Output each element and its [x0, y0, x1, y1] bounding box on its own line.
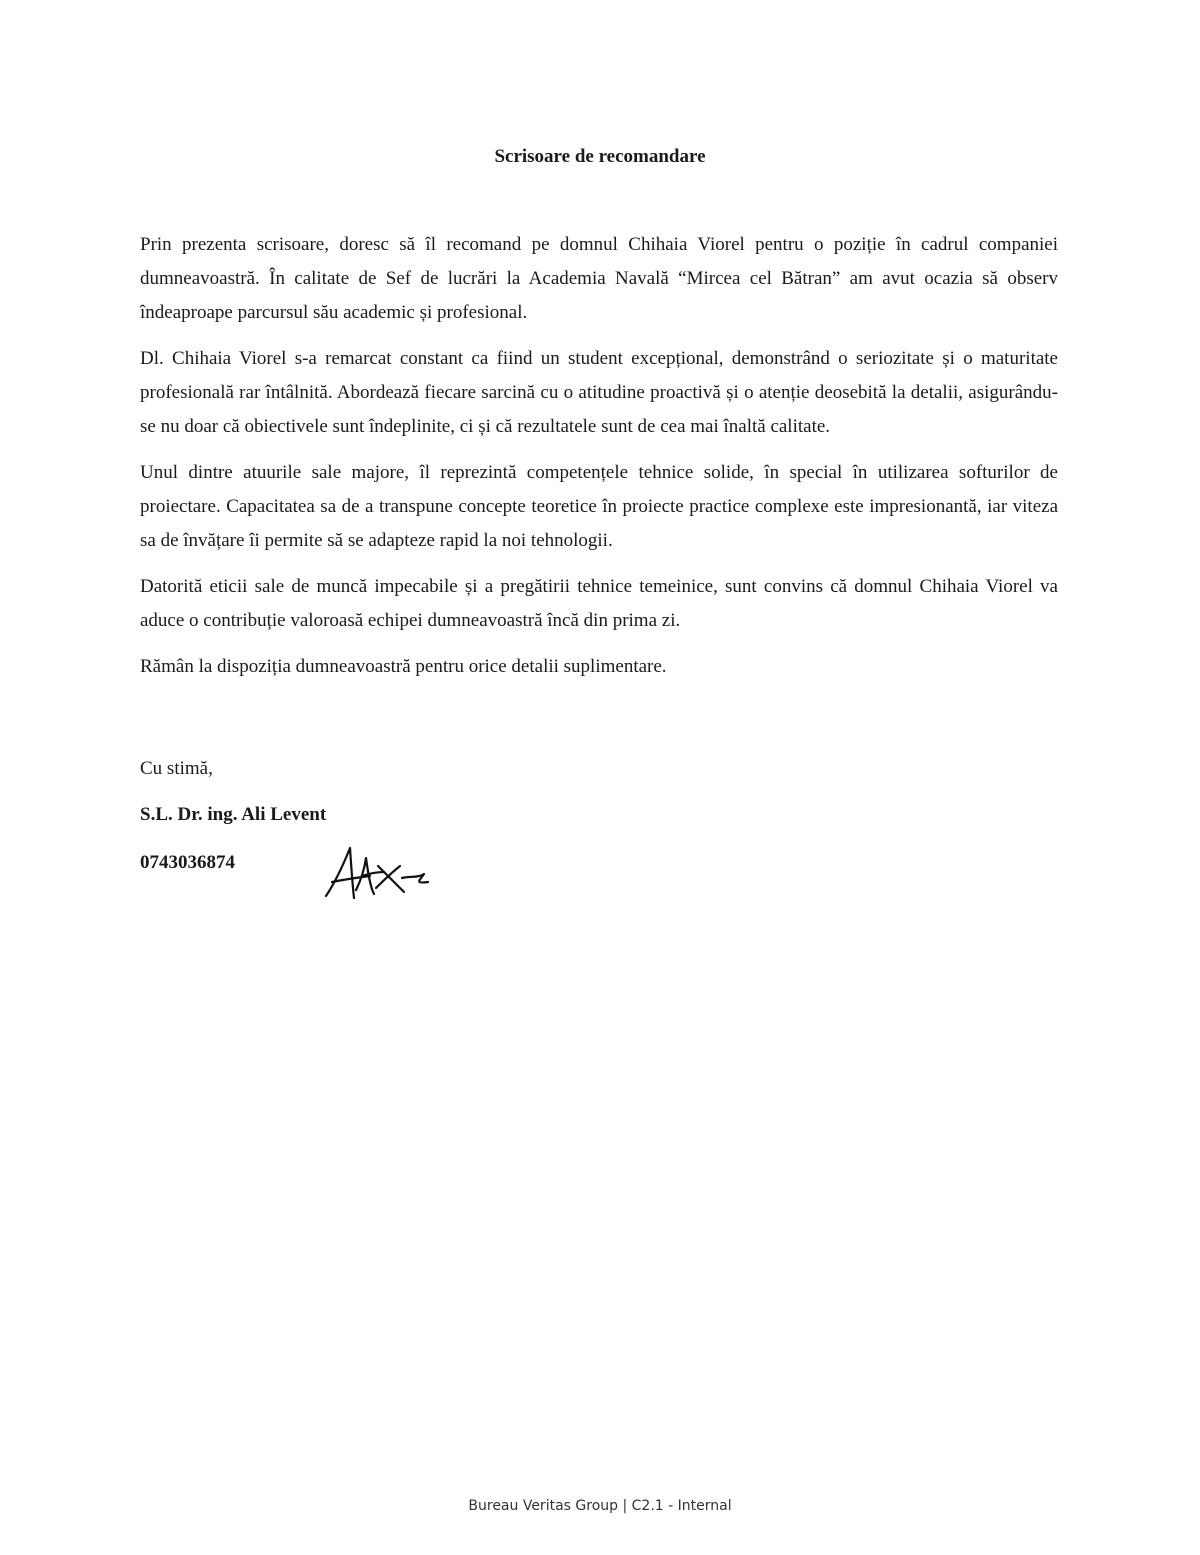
paragraph-character: Dl. Chihaia Viorel s-a remarcat constant ca fiind un student excepțional, demonstrând o seriozitate și o maturitate profesională rar întâlnită. Abordează fiecare sarcină cu o atitudine proactivă și o atenție deosebită la detalii, asigurându-se nu doar că obiectivele sunt îndeplinite, ci și că rezultatele sunt de cea mai înaltă calitate. — [140, 348, 1058, 437]
paragraph-skills: Unul dintre atuurile sale majore, îl reprezintă competențele tehnice solide, în special în utilizarea softurilor de proiectare. Capacitatea sa de a transpune concepte teoretice în proiecte practice complexe este impresionantă, iar viteza sa de învățare îi permite să se adapteze rapid la noi tehnologii. — [140, 462, 1058, 551]
signer-name: S.L. Dr. ing. Ali Levent — [140, 804, 327, 825]
paragraph-intro: Prin prezenta scrisoare, doresc să îl recomand pe domnul Chihaia Viorel pentru o poziție în cadrul companiei dumneavoastră. În calitate de Sef de lucrări la Academia Navală “Mircea cel Bătran” am avut ocazia să observ îndeaproape parcursul său academic și profesional. — [140, 234, 1058, 323]
signer-phone: 0743036874 — [140, 852, 235, 873]
paragraph-conclusion: Datorită eticii sale de muncă impecabile și a pregătirii tehnice temeinice, sunt convins că domnul Chihaia Viorel va aduce o contribuție valoroasă echipei dumneavoastră încă din prima zi. — [140, 576, 1058, 631]
letter-body — [140, 228, 1058, 696]
closing-salutation: Cu stimă, — [140, 758, 213, 779]
signature-icon — [318, 842, 438, 904]
footer-classification: Bureau Veritas Group | C2.1 - Internal — [468, 1498, 732, 1514]
letter-title: Scrisoare de recomandare — [494, 146, 706, 167]
paragraph-availability: Rămân la dispoziția dumneavoastră pentru orice detalii suplimentare. — [140, 656, 667, 677]
